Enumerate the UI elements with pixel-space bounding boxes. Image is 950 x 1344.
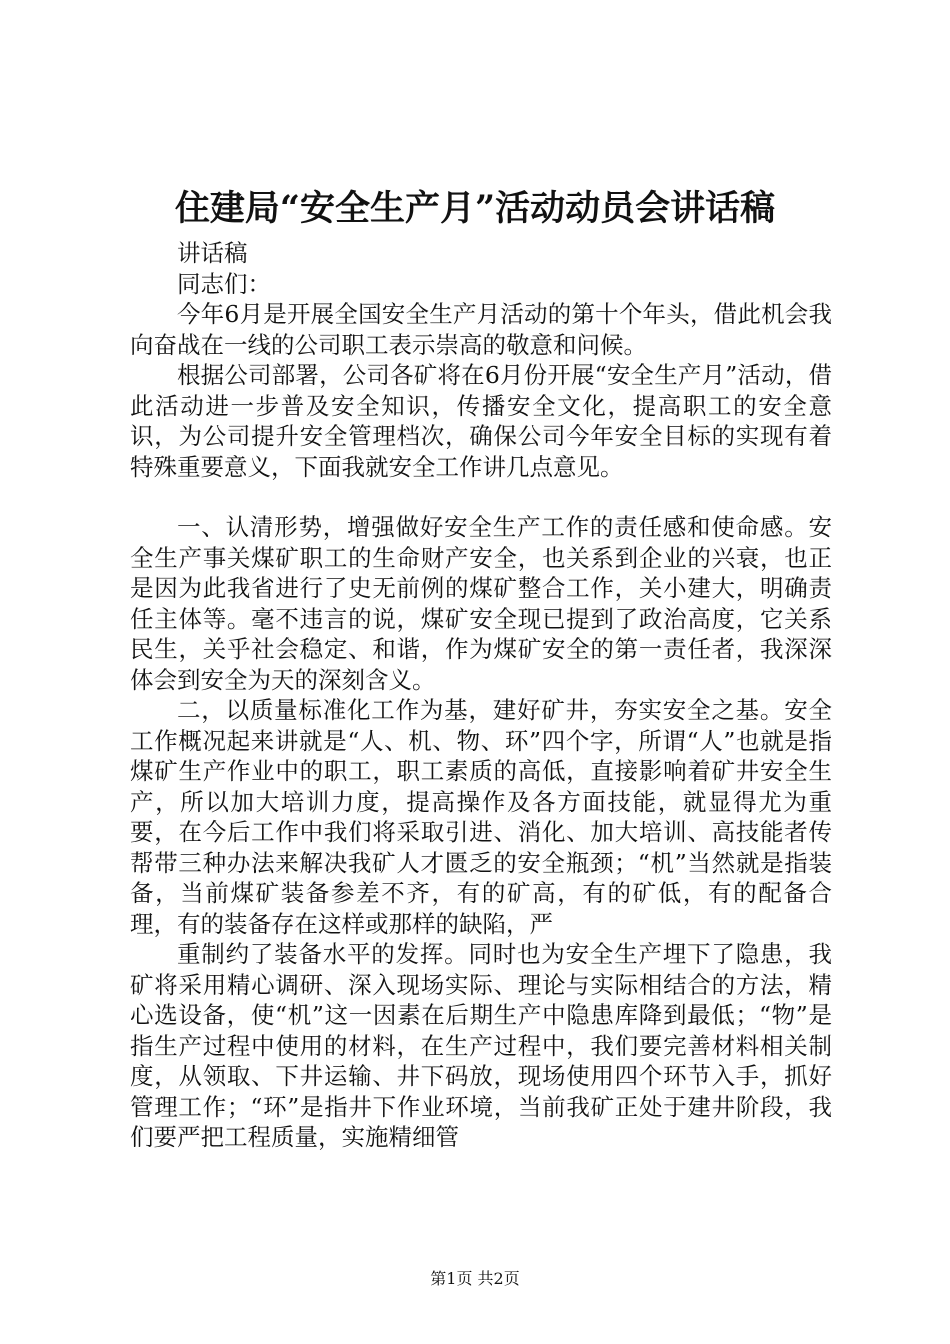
document-body	[130, 238, 832, 1153]
salutation-line: 同志们：	[177, 269, 271, 298]
page-number: 第1页 共2页	[430, 1269, 520, 1288]
paragraph-point-two: 二，以质量标准化工作为基，建好矿井，夯实安全之基。安全工作概况起来讲就是“人、机、物、环”四个字，所谓“人”也就是指煤矿生产作业中的职工，职工素质的高低，直接影响着矿井安全生产，所以加大培训力度，提高操作及各方面技能，就显得尤为重要，在今后工作中我们将采取引进、消化、加大培训、高技能者传帮带三种办法来解决我矿人才匮乏的安全瓶颈；“机”当然就是指装备，当前煤矿装备参差不齐，有的矿高，有的矿低，有的配备合理，有的装备存在这样或那样的缺陷，严	[130, 696, 832, 938]
document-title: 住建局“安全生产月”活动动员会讲话稿	[174, 188, 776, 229]
paragraph-intro: 今年6月是开展全国安全生产月活动的第十个年头，借此机会我向奋战在一线的公司职工表示崇高的敬意和问候。	[130, 300, 832, 359]
paragraph-point-one: 一、认清形势，增强做好安全生产工作的责任感和使命感。安全生产事关煤矿职工的生命财产安全，也关系到企业的兴衰，也正是因为此我省进行了史无前例的煤矿整合工作，关小建大，明确责任主体等。毫不违言的说，煤矿安全现已提到了政治高度，它关系民生，关乎社会稳定、和谐，作为煤矿安全的第一责任者，我深深体会到安全为天的深刻含义。	[130, 513, 832, 694]
paragraph-point-two-continued: 重制约了装备水平的发挥。同时也为安全生产埋下了隐患，我矿将采用精心调研、深入现场实际、理论与实际相结合的方法，精心选设备，使“机”这一因素在后期生产中隐患库降到最低；“物”是指生产过程中使用的材料，在生产过程中，我们要完善材料相关制度，从领取、下井运输、井下码放，现场使用四个环节入手，抓好管理工作；“环”是指井下作业环境，当前我矿正处于建井阶段，我们要严把工程质量，实施精细管	[130, 940, 832, 1151]
salutation-label: 讲话稿	[177, 239, 248, 267]
paragraph-background: 根据公司部署，公司各矿将在6月份开展“安全生产月”活动，借此活动进一步普及安全知识，传播安全文化，提高职工的安全意识，为公司提升安全管理档次，确保公司今年安全目标的实现有着特殊重要意义，下面我就安全工作讲几点意见。	[130, 361, 832, 481]
